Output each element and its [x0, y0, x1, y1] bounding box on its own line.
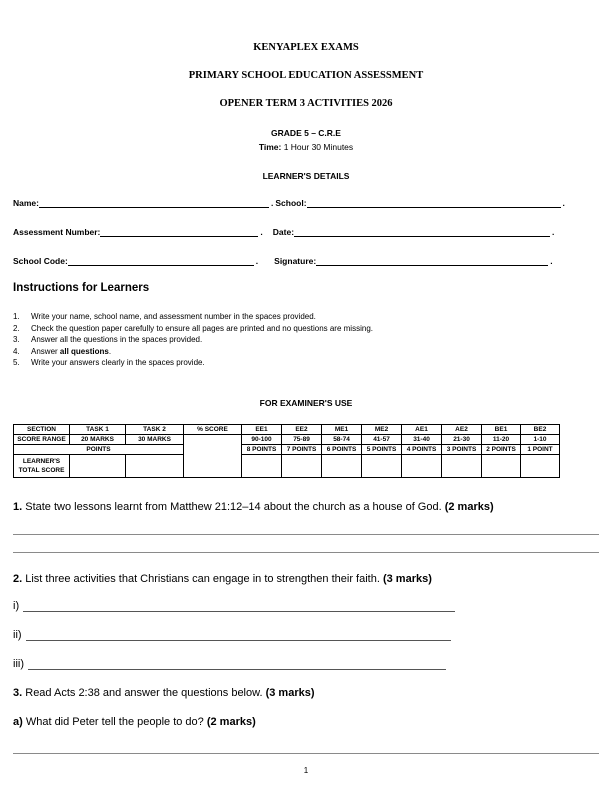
table-cell: 90-100 — [242, 435, 282, 445]
instruction-text: Check the question paper carefully to ensure all pages are printed and no questions are missing. — [31, 323, 373, 333]
separator-dot: . — [550, 256, 553, 266]
details-row-1 — [13, 198, 573, 208]
instruction-text: . — [108, 346, 112, 356]
instruction-text: Write your name, school name, and assessment number in the spaces provided. — [31, 312, 316, 321]
table-cell: 3 POINTS — [442, 445, 482, 455]
separator-dot: . — [552, 227, 555, 237]
score-range-row — [14, 435, 560, 445]
question-3 — [13, 687, 315, 699]
table-cell — [362, 455, 402, 478]
signature-field[interactable] — [316, 257, 548, 266]
details-row-2 — [13, 227, 573, 237]
table-cell: 7 POINTS — [282, 445, 322, 455]
answer-line[interactable] — [13, 534, 599, 535]
table-cell: ME2 — [362, 425, 402, 435]
table-cell: ME1 — [322, 425, 362, 435]
points-row — [14, 445, 560, 455]
details-row-3 — [13, 256, 573, 266]
question-1 — [13, 501, 494, 513]
table-cell: TASK 1 — [70, 425, 126, 435]
question-number: 1. — [13, 501, 23, 513]
school-field[interactable] — [307, 199, 561, 208]
table-cell: 58-74 — [322, 435, 362, 445]
time-value: 1 Hour 30 Minutes — [281, 142, 354, 152]
table-cell — [482, 455, 521, 478]
table-cell: 6 POINTS — [322, 445, 362, 455]
instruction-text: Answer — [31, 346, 60, 356]
answer-line[interactable] — [13, 753, 599, 754]
question-2 — [13, 573, 432, 585]
answer-row-iii — [13, 658, 446, 670]
instruction-item — [13, 323, 373, 335]
question-text: What did Peter tell the people to do? — [22, 716, 207, 728]
question-text: Read Acts 2:38 and answer the questions below. — [22, 687, 266, 699]
separator-dot: . — [260, 227, 263, 237]
instructions-title: Instructions for Learners — [13, 282, 150, 294]
table-cell: EE2 — [282, 425, 322, 435]
table-cell: AE1 — [402, 425, 442, 435]
term-title: OPENER TERM 3 ACTIVITIES 2026 — [219, 98, 393, 109]
learner-details-title: LEARNER'S DETAILS — [262, 171, 350, 181]
question-number: 3. — [13, 687, 23, 699]
answer-line[interactable] — [13, 552, 599, 553]
table-cell — [322, 455, 362, 478]
table-cell: BE1 — [482, 425, 521, 435]
table-cell: 4 POINTS — [402, 445, 442, 455]
table-cell — [402, 455, 442, 478]
assessment-number-label: Assessment Number: — [13, 227, 101, 237]
instruction-item — [13, 346, 373, 358]
table-cell: 21-30 — [442, 435, 482, 445]
question-marks: (3 marks) — [265, 687, 315, 699]
question-marks: (2 marks) — [444, 501, 494, 513]
table-cell: 20 MARKS — [70, 435, 126, 445]
table-header-row — [14, 425, 560, 435]
table-cell: 31-40 — [402, 435, 442, 445]
time-label: Time: — [258, 142, 282, 152]
table-cell: BE2 — [521, 425, 560, 435]
separator-dot: . — [270, 198, 274, 208]
table-cell: 11-20 — [482, 435, 521, 445]
task1-score-cell[interactable] — [70, 455, 126, 478]
instruction-number: 5. — [13, 358, 20, 368]
table-cell: 30 MARKS — [126, 435, 184, 445]
total-score-label: LEARNER'S TOTAL SCORE — [14, 455, 70, 478]
exam-body-title: KENYAPLEX EXAMS — [253, 42, 359, 53]
answer-line[interactable] — [23, 601, 455, 612]
table-cell: 2 POINTS — [482, 445, 521, 455]
answer-label: iii) — [13, 658, 24, 670]
task2-score-cell[interactable] — [126, 455, 184, 478]
table-cell — [282, 455, 322, 478]
signature-label: Signature: — [274, 256, 317, 266]
question-marks: (3 marks) — [382, 573, 432, 585]
table-cell — [442, 455, 482, 478]
table-cell: TASK 2 — [126, 425, 184, 435]
assessment-title: PRIMARY SCHOOL EDUCATION ASSESSMENT — [188, 70, 424, 81]
separator-dot: . — [562, 198, 565, 208]
table-cell — [521, 455, 560, 478]
table-cell: 8 POINTS — [242, 445, 282, 455]
table-cell: 1 POINT — [521, 445, 560, 455]
instruction-number: 3. — [13, 335, 20, 345]
answer-label: i) — [13, 600, 20, 612]
table-cell: AE2 — [442, 425, 482, 435]
question-text: State two lessons learnt from Matthew 21:12–14 about the church as a house of God. — [22, 501, 445, 513]
instruction-number: 2. — [13, 323, 20, 333]
table-cell: SCORE RANGE — [14, 435, 70, 445]
instruction-text: Answer all the questions in the spaces provided. — [31, 335, 203, 345]
question-number: a) — [13, 716, 23, 728]
answer-row-i — [13, 600, 455, 612]
instruction-item — [13, 334, 373, 346]
table-cell: 75-89 — [282, 435, 322, 445]
answer-label: ii) — [13, 629, 22, 641]
table-cell: 41-57 — [362, 435, 402, 445]
date-field[interactable] — [294, 228, 550, 237]
page-number: 1 — [303, 766, 309, 775]
instruction-number: 1. — [13, 312, 20, 321]
school-code-label: School Code: — [13, 256, 68, 266]
instruction-number: 4. — [13, 346, 20, 356]
table-cell: 1-10 — [521, 435, 560, 445]
assessment-number-field[interactable] — [100, 228, 258, 237]
instructions-list — [13, 311, 373, 369]
table-cell: % SCORE — [184, 425, 242, 435]
question-text: List three activities that Christians can engage in to strengthen their faith. — [22, 573, 383, 585]
separator-dot: . — [255, 256, 259, 266]
instruction-item — [13, 357, 373, 369]
time-allowed — [0, 142, 612, 152]
school-label: School: — [275, 198, 307, 208]
answer-row-ii — [13, 629, 451, 641]
name-label: Name: — [13, 198, 39, 208]
question-3a — [13, 716, 256, 728]
date-label: Date: — [272, 227, 295, 237]
total-score-row — [14, 455, 560, 478]
examiner-score-table — [13, 424, 560, 478]
instruction-item — [13, 311, 373, 323]
table-cell: EE1 — [242, 425, 282, 435]
table-cell — [242, 455, 282, 478]
table-cell: SECTION — [14, 425, 70, 435]
school-code-field[interactable] — [68, 257, 254, 266]
table-cell: 5 POINTS — [362, 445, 402, 455]
name-field[interactable] — [39, 199, 269, 208]
answer-line[interactable] — [26, 630, 451, 641]
percent-score-cell[interactable] — [184, 435, 242, 478]
instruction-text: Write your answers clearly in the spaces provide. — [31, 358, 205, 368]
question-marks: (2 marks) — [206, 716, 256, 728]
examiner-use-title: FOR EXAMINER'S USE — [259, 398, 353, 408]
points-label-cell: POINTS — [14, 445, 184, 455]
answer-line[interactable] — [28, 659, 446, 670]
question-number: 2. — [13, 573, 23, 585]
instruction-emphasis: all questions — [59, 346, 109, 356]
grade-subject: GRADE 5 – C.R.E — [271, 128, 341, 138]
